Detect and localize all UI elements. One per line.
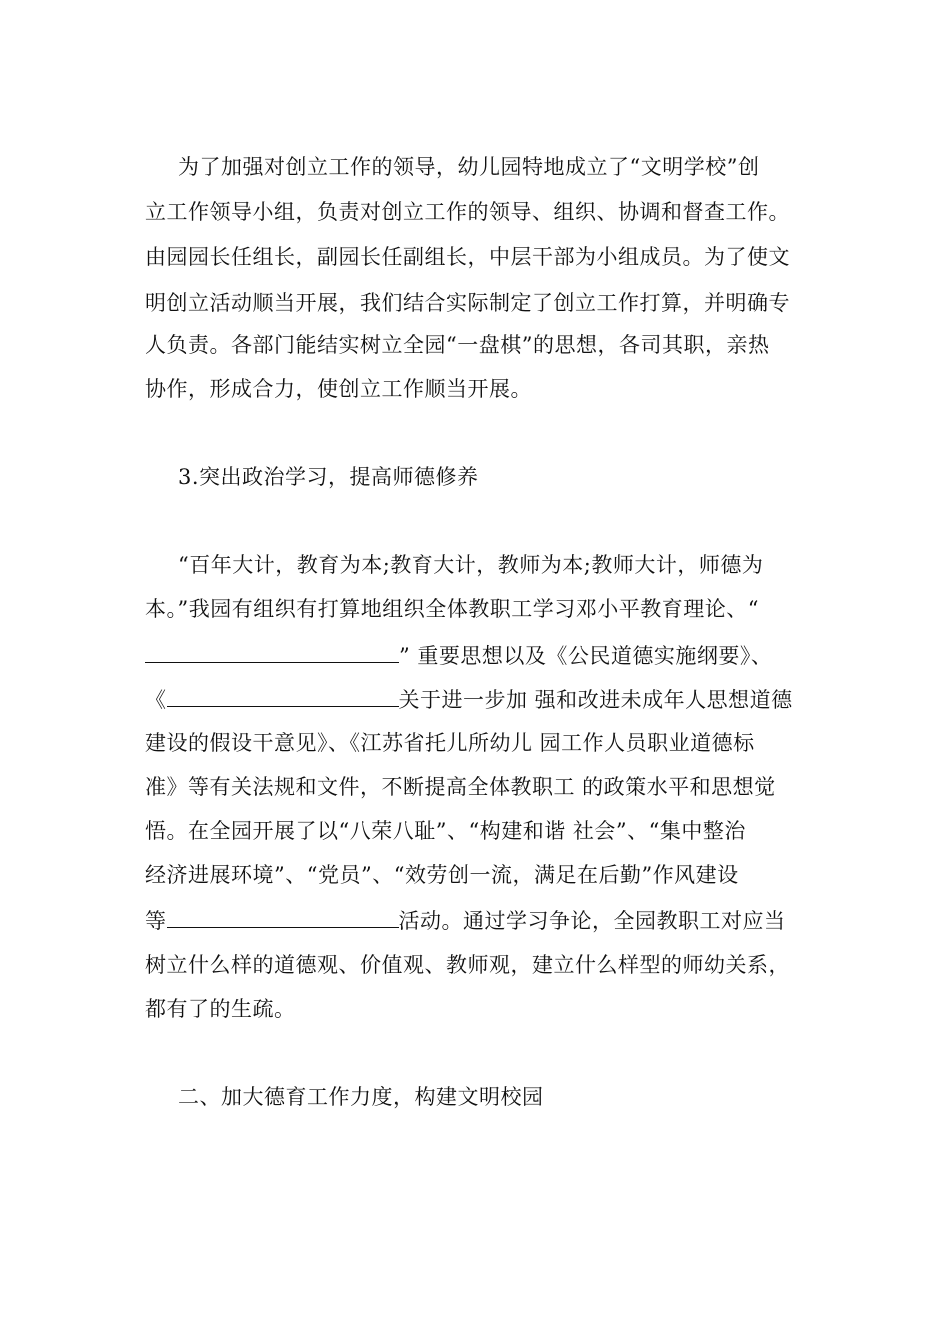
paragraph-2-line-3-text: ” 重要思想以及《公民道德实施纲要》、 [399,644,773,668]
paragraph-2-line-5: 建设的假设干意见》、《江苏省托儿所幼儿 园工作人员职业道德标 [145,731,755,755]
paragraph-1-line-5: 人负责。各部门能结实树立全园“一盘棋”的思想，各司其职，亲热 [145,333,770,357]
paragraph-1-line-6: 协作，形成合力，使创立工作顺当开展。 [145,377,532,401]
paragraph-2-line-9-text: 活动。通过学习争论，全园教职工对应当 [398,909,786,933]
paragraph-2-line-8: 经济进展环境”、“党员”、“效劳创一流，满足在后勤”作风建设 [145,863,739,887]
fill-blank [145,640,399,663]
paragraph-2-line-4-prefix: 《 [145,688,167,712]
paragraph-2-line-3 [145,640,772,671]
paragraph-2-line-11: 都有了的生疏。 [145,997,296,1021]
paragraph-2-line-9 [145,905,786,936]
fill-blank [167,684,399,707]
paragraph-2-line-4-text: 关于进一步加 强和改进未成年人思想道德 [398,688,793,712]
paragraph-2-line-2: 本。”我园有组织有打算地组织全体教职工学习邓小平教育理论、“ [145,597,759,621]
paragraph-1-line-1: 为了加强对创立工作的领导，幼儿园特地成立了“文明学校”创 [178,155,760,179]
paragraph-1-line-3: 由园园长任组长，副园长任副组长，中层干部为小组成员。为了使文 [145,245,790,269]
paragraph-2-line-9-prefix: 等 [145,909,167,933]
fill-blank [167,905,399,928]
paragraph-2-line-6: 准》等有关法规和文件，不断提高全体教职工 的政策水平和思想觉 [145,775,776,799]
heading-section-2: 二、加大德育工作力度，构建文明校园 [178,1085,544,1109]
heading-politics-study: 3.突出政治学习，提高师德修养 [178,465,479,489]
paragraph-1-line-4: 明创立活动顺当开展，我们结合实际制定了创立工作打算，并明确专 [145,291,790,315]
paragraph-2-line-7: 悟。在全园开展了以“八荣八耻”、“构建和谐 社会”、“集中整治 [145,819,746,843]
paragraph-2-line-10: 树立什么样的道德观、价值观、教师观，建立什么样型的师幼关系， [145,953,790,977]
paragraph-1-line-2: 立工作领导小组，负责对创立工作的领导、组织、协调和督查工作。 [145,200,790,224]
paragraph-2-line-4 [145,684,793,715]
paragraph-2-line-1: “百年大计，教育为本;教育大计，教师为本;教师大计，师德为 [178,553,764,577]
